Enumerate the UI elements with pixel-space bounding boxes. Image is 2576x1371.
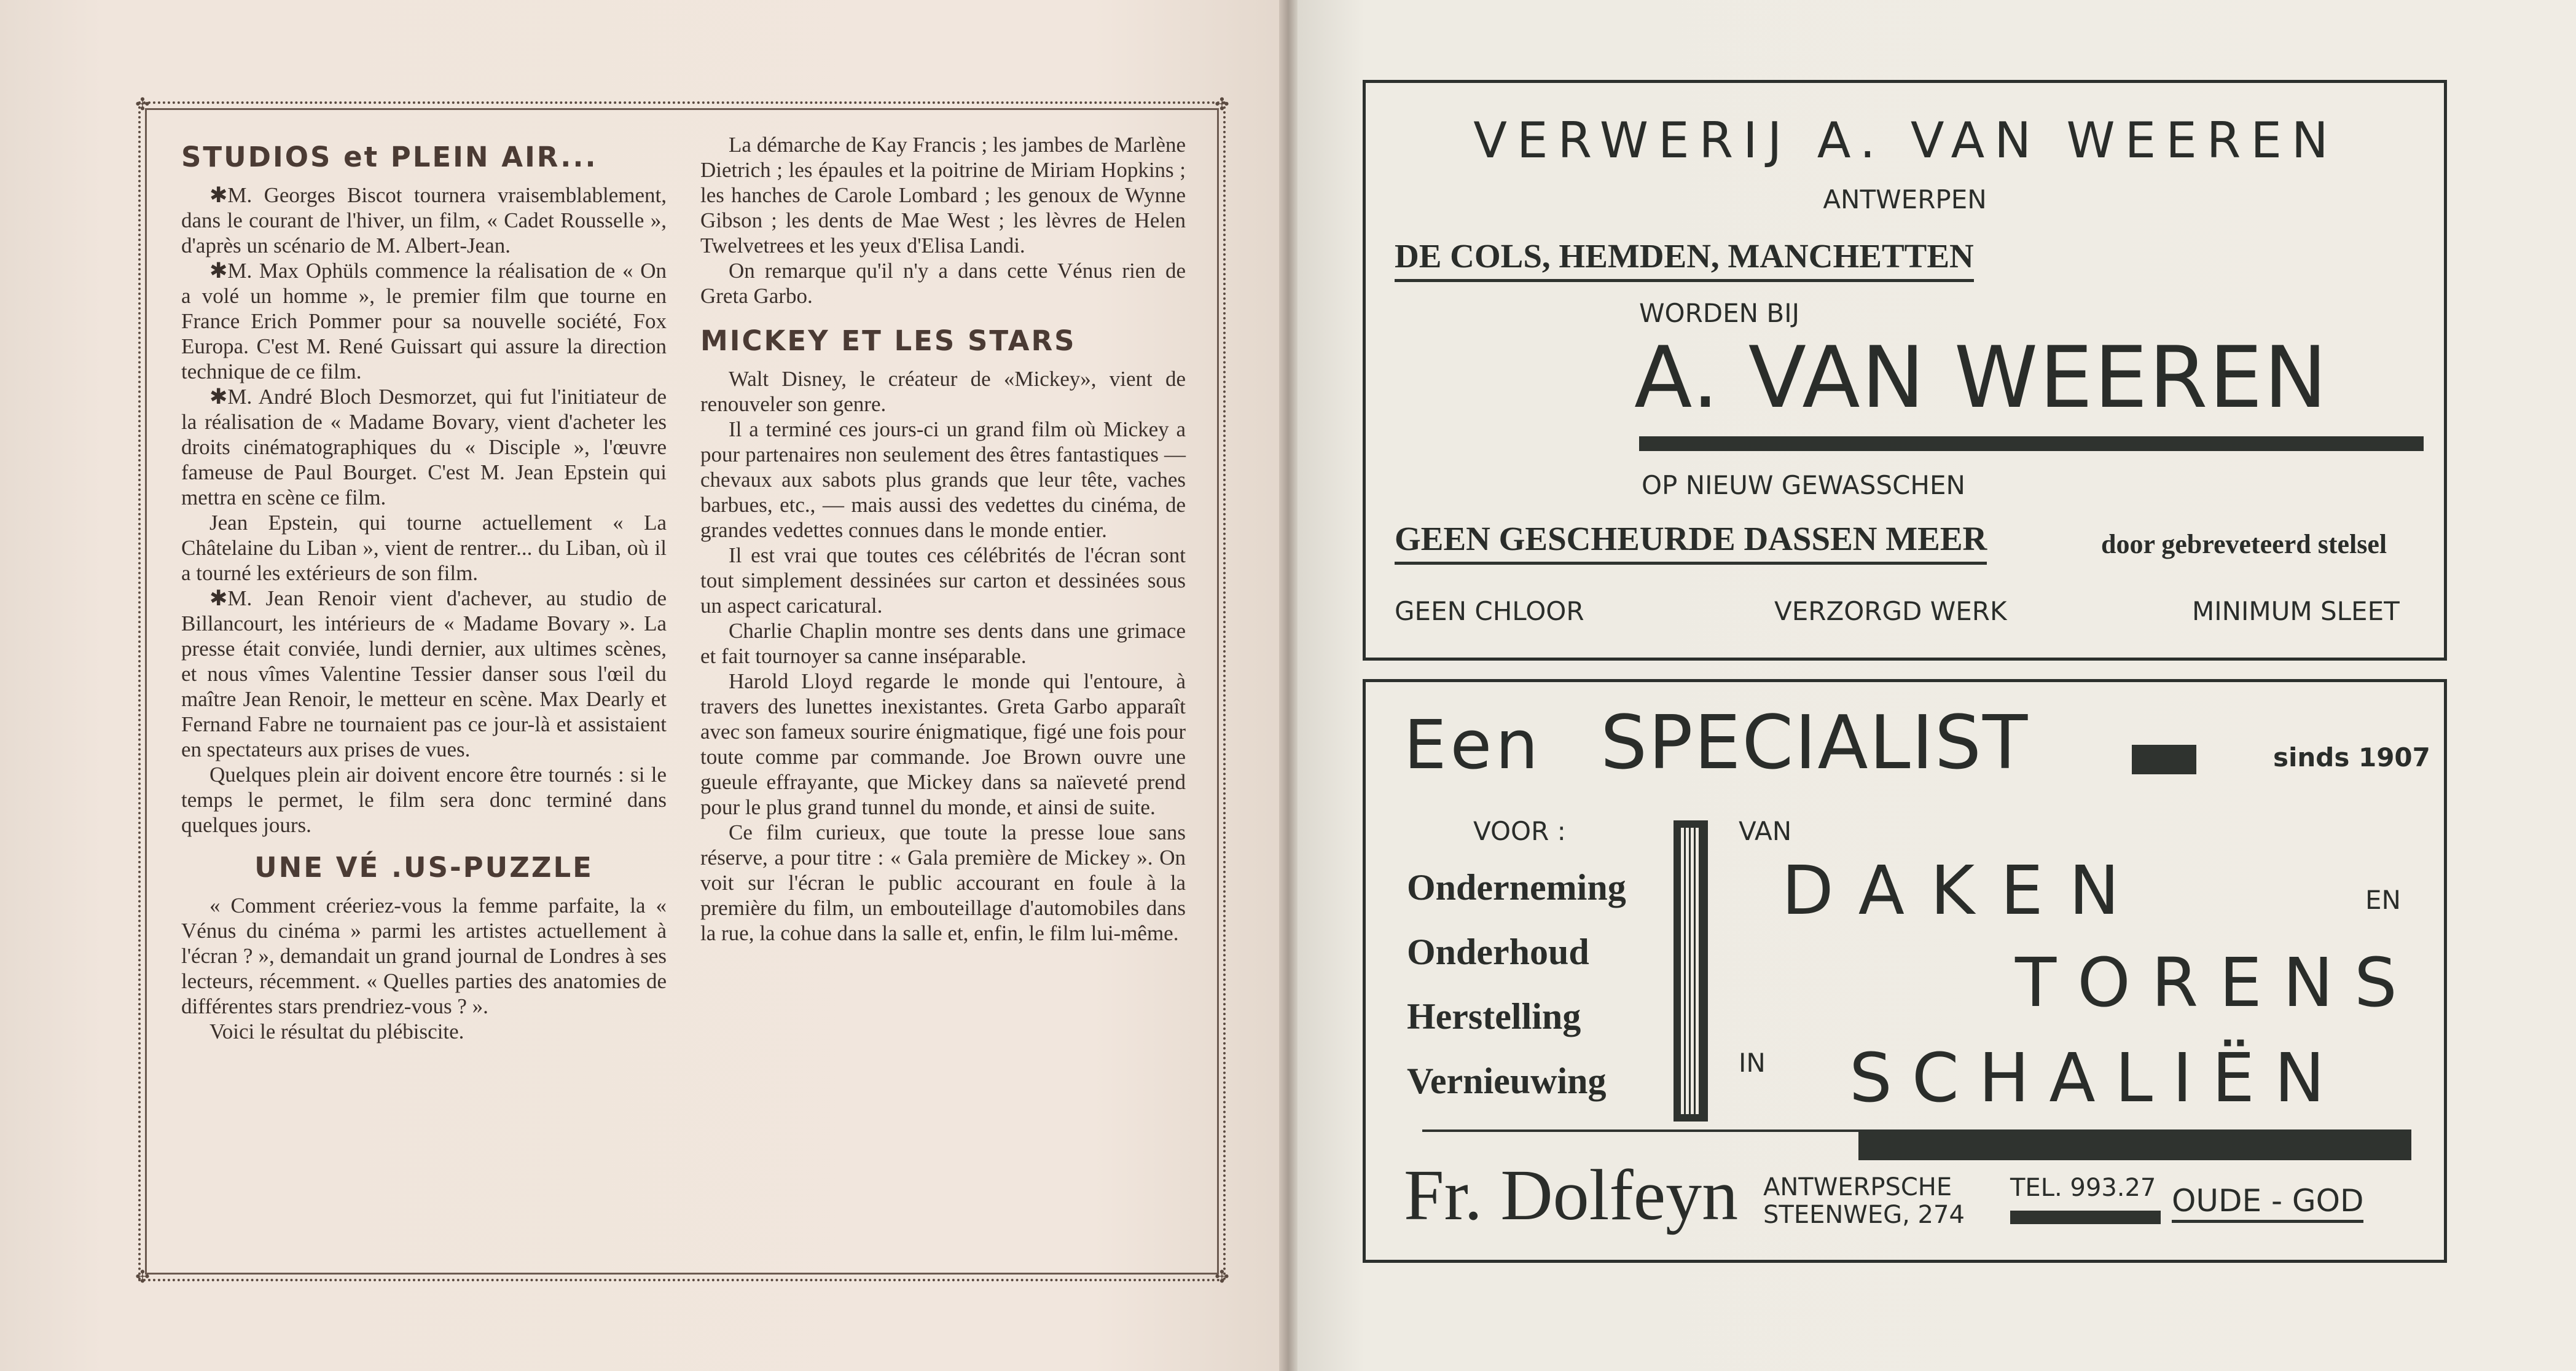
book-spine [1279, 0, 1298, 1371]
paragraph: Il a terminé ces jours-ci un grand film où Mickey a pour partenaires non seulement des êtres fantastiques — chevaux aux sabots plus grands que leur tête, vaches barbues, etc., — mais aussi des vedettes du cinéma, de grandes vedettes connues dans le monde entier. [700, 417, 1186, 542]
ad2-torens: TORENS [2015, 943, 2418, 1022]
ad1-title: VERWERIJ A. VAN WEEREN [1473, 112, 2338, 169]
ad2-company: Fr. Dolfeyn [1404, 1155, 1739, 1235]
ad2-block [2132, 745, 2196, 774]
paragraph: Charlie Chaplin montre ses dents dans une grimace et fait tournoyer sa canne inséparable. [700, 619, 1186, 668]
ad1-feature: MINIMUM SLEET [2192, 596, 2400, 626]
ad2-telephone: TEL. 993.27 [2010, 1174, 2156, 1202]
ad1-stelsel: door gebreveteerd stelsel [2101, 529, 2387, 559]
ad2-oude-god: OUDE - GOD [2172, 1183, 2363, 1223]
paragraph: Quelques plein air doivent encore être tournés : si le temps le permet, le film sera donc terminé dans quelques jours. [181, 763, 667, 837]
paragraph: « Comment créeriez-vous la femme parfaite, la « Vénus du cinéma » parmi les artistes actuellement à l'écran ? », demandait un grand journal de Londres à ses lecteurs, récemment. « Quelles parties des anatomies de différentes stars prendriez-vous ? ». [181, 894, 667, 1018]
frame-corner-ornament: ✣ [1215, 95, 1229, 114]
ad2-thick-rule [1858, 1132, 2411, 1160]
ad1-line-dassen: GEEN GESCHEURDE DASSEN MEER [1395, 519, 1987, 565]
ad2-daken: DAKEN [1782, 851, 2145, 930]
ad1-feature: VERZORGD WERK [1774, 596, 2007, 626]
frame-corner-ornament: ✣ [135, 1268, 150, 1287]
ad2-service: Onderhoud [1407, 932, 1589, 972]
ad2-specialist: SPECIALIST [1600, 701, 2029, 786]
ad1-company-name: A. VAN WEEREN [1634, 328, 2328, 427]
ad2-een: Een [1404, 705, 1542, 784]
ad2-service: Vernieuwing [1407, 1061, 1607, 1101]
article-column-left [181, 132, 667, 1044]
paragraph: La démarche de Kay Francis ; les jambes de Marlène Dietrich ; les épaules et la poitrine de Miriam Hopkins ; les hanches de Carole Lombard ; les genoux de Wynne Gibson ; les dents de Mae West ; les lèvres de Helen Twelvetrees et les yeux d'Elisa Landi. [700, 133, 1186, 257]
frame-corner-ornament: ✣ [135, 95, 150, 114]
ad2-pillar-ornament [1674, 820, 1708, 1122]
ad1-worden-bij: WORDEN BIJ [1639, 298, 1800, 328]
paragraph: ✱M. Georges Biscot tournera vraisemblablement, dans le courant de l'hiver, un film, « Cadet Rousselle », d'après un scénario de M. Albert-Jean. [181, 183, 667, 257]
paragraph: ✱M. André Bloch Desmorzet, qui fut l'initiateur de la réalisation de « Madame Bovary, vient d'acheter les droits cinématographiques du « Disciple », l'œuvre fameuse de Paul Bourget. C'est M. Jean Epstein qui mettra en scène ce film. [181, 385, 667, 509]
ad2-in: IN [1739, 1048, 1766, 1078]
paragraph: Harold Lloyd regarde le monde qui l'entoure, à travers des lunettes inexistantes. Greta Garbo apparaît avec son fameux sourire énigmatique, figé une fois pour toute comme par commande. Joe Brown ouvre une gueule effrayante, que Mickey dans sa naïeveté prend pour le plus grand tunnel du monde, et ainsi de suite. [700, 669, 1186, 819]
ad2-service: Onderneming [1407, 867, 1626, 908]
heading-mickey: MICKEY ET LES STARS [700, 324, 1076, 357]
ad1-rule [1639, 436, 2424, 451]
paragraph: Jean Epstein, qui tourne actuellement « La Châtelaine du Liban », vient de rentrer... du Liban, où il a tourné les extérieurs de son film. [181, 511, 667, 585]
paragraph: ✱M. Max Ophüls commence la réalisation de « On a volé un homme », le premier film que tourne en France Erich Pommer pour sa nouvelle société, Fox Europa. C'est M. René Guissart qui assure la direction technique de ce film. [181, 259, 667, 383]
ad2-voor: VOOR : [1473, 816, 1566, 846]
paragraph: Voici le résultat du plébiscite. [209, 1019, 464, 1043]
ad2-en: EN [2365, 885, 2401, 915]
ad2-since: sinds 1907 [2273, 742, 2430, 772]
ad2-address-line1: ANTWERPSCHE [1763, 1173, 1952, 1201]
ad2-service: Herstelling [1407, 996, 1581, 1037]
ad2-van: VAN [1739, 816, 1792, 846]
article-column-right [700, 132, 1186, 946]
ad1-line-cols: DE COLS, HEMDEN, MANCHETTEN [1395, 237, 1974, 282]
ad2-address-line2: STEENWEG, 274 [1763, 1201, 1965, 1229]
ad1-washed: OP NIEUW GEWASSCHEN [1642, 470, 1965, 500]
paragraph: On remarque qu'il n'y a dans cette Vénus rien de Greta Garbo. [700, 259, 1186, 308]
paragraph: Walt Disney, le créateur de «Mickey», vient de renouveler son genre. [700, 367, 1186, 416]
ad1-feature: GEEN CHLOOR [1395, 596, 1584, 626]
heading-venus: UNE VÉ .US-PUZZLE [254, 851, 593, 884]
frame-corner-ornament: ✣ [1215, 1268, 1229, 1287]
ad2-schalien: SCHALIËN [1849, 1039, 2345, 1117]
heading-studios: STUDIOS et PLEIN AIR... [181, 141, 598, 173]
ad2-tel-bar [2010, 1211, 2161, 1224]
paragraph: ✱M. Jean Renoir vient d'achever, au studio de Billancourt, les intérieurs de « Madame Bovary ». La presse était conviée, lundi dernier, aux ultimes scènes, et nous vîmes Valentine Tessier danser sous l'œil du maître Jean Renoir, le metteur en scène. Max Dearly et Fernand Fabre ne tournaient pas ce jour-là et assistaient en spectateurs aux prises de vues. [181, 586, 667, 761]
paragraph: Ce film curieux, que toute la presse loue sans réserve, a pour titre : « Gala première de Mickey ». On voit sur l'écran le public accourant en foule à la première du film, un embouteillage d'automobiles dans la rue, la cohue dans la salle et, enfin, le film lui-même. [700, 820, 1186, 945]
paragraph: Il est vrai que toutes ces célébrités de l'écran sont tout simplement dessinées sur carton et dessinées sous un aspect caricatural. [700, 543, 1186, 618]
ad1-city: ANTWERPEN [1823, 184, 1987, 214]
